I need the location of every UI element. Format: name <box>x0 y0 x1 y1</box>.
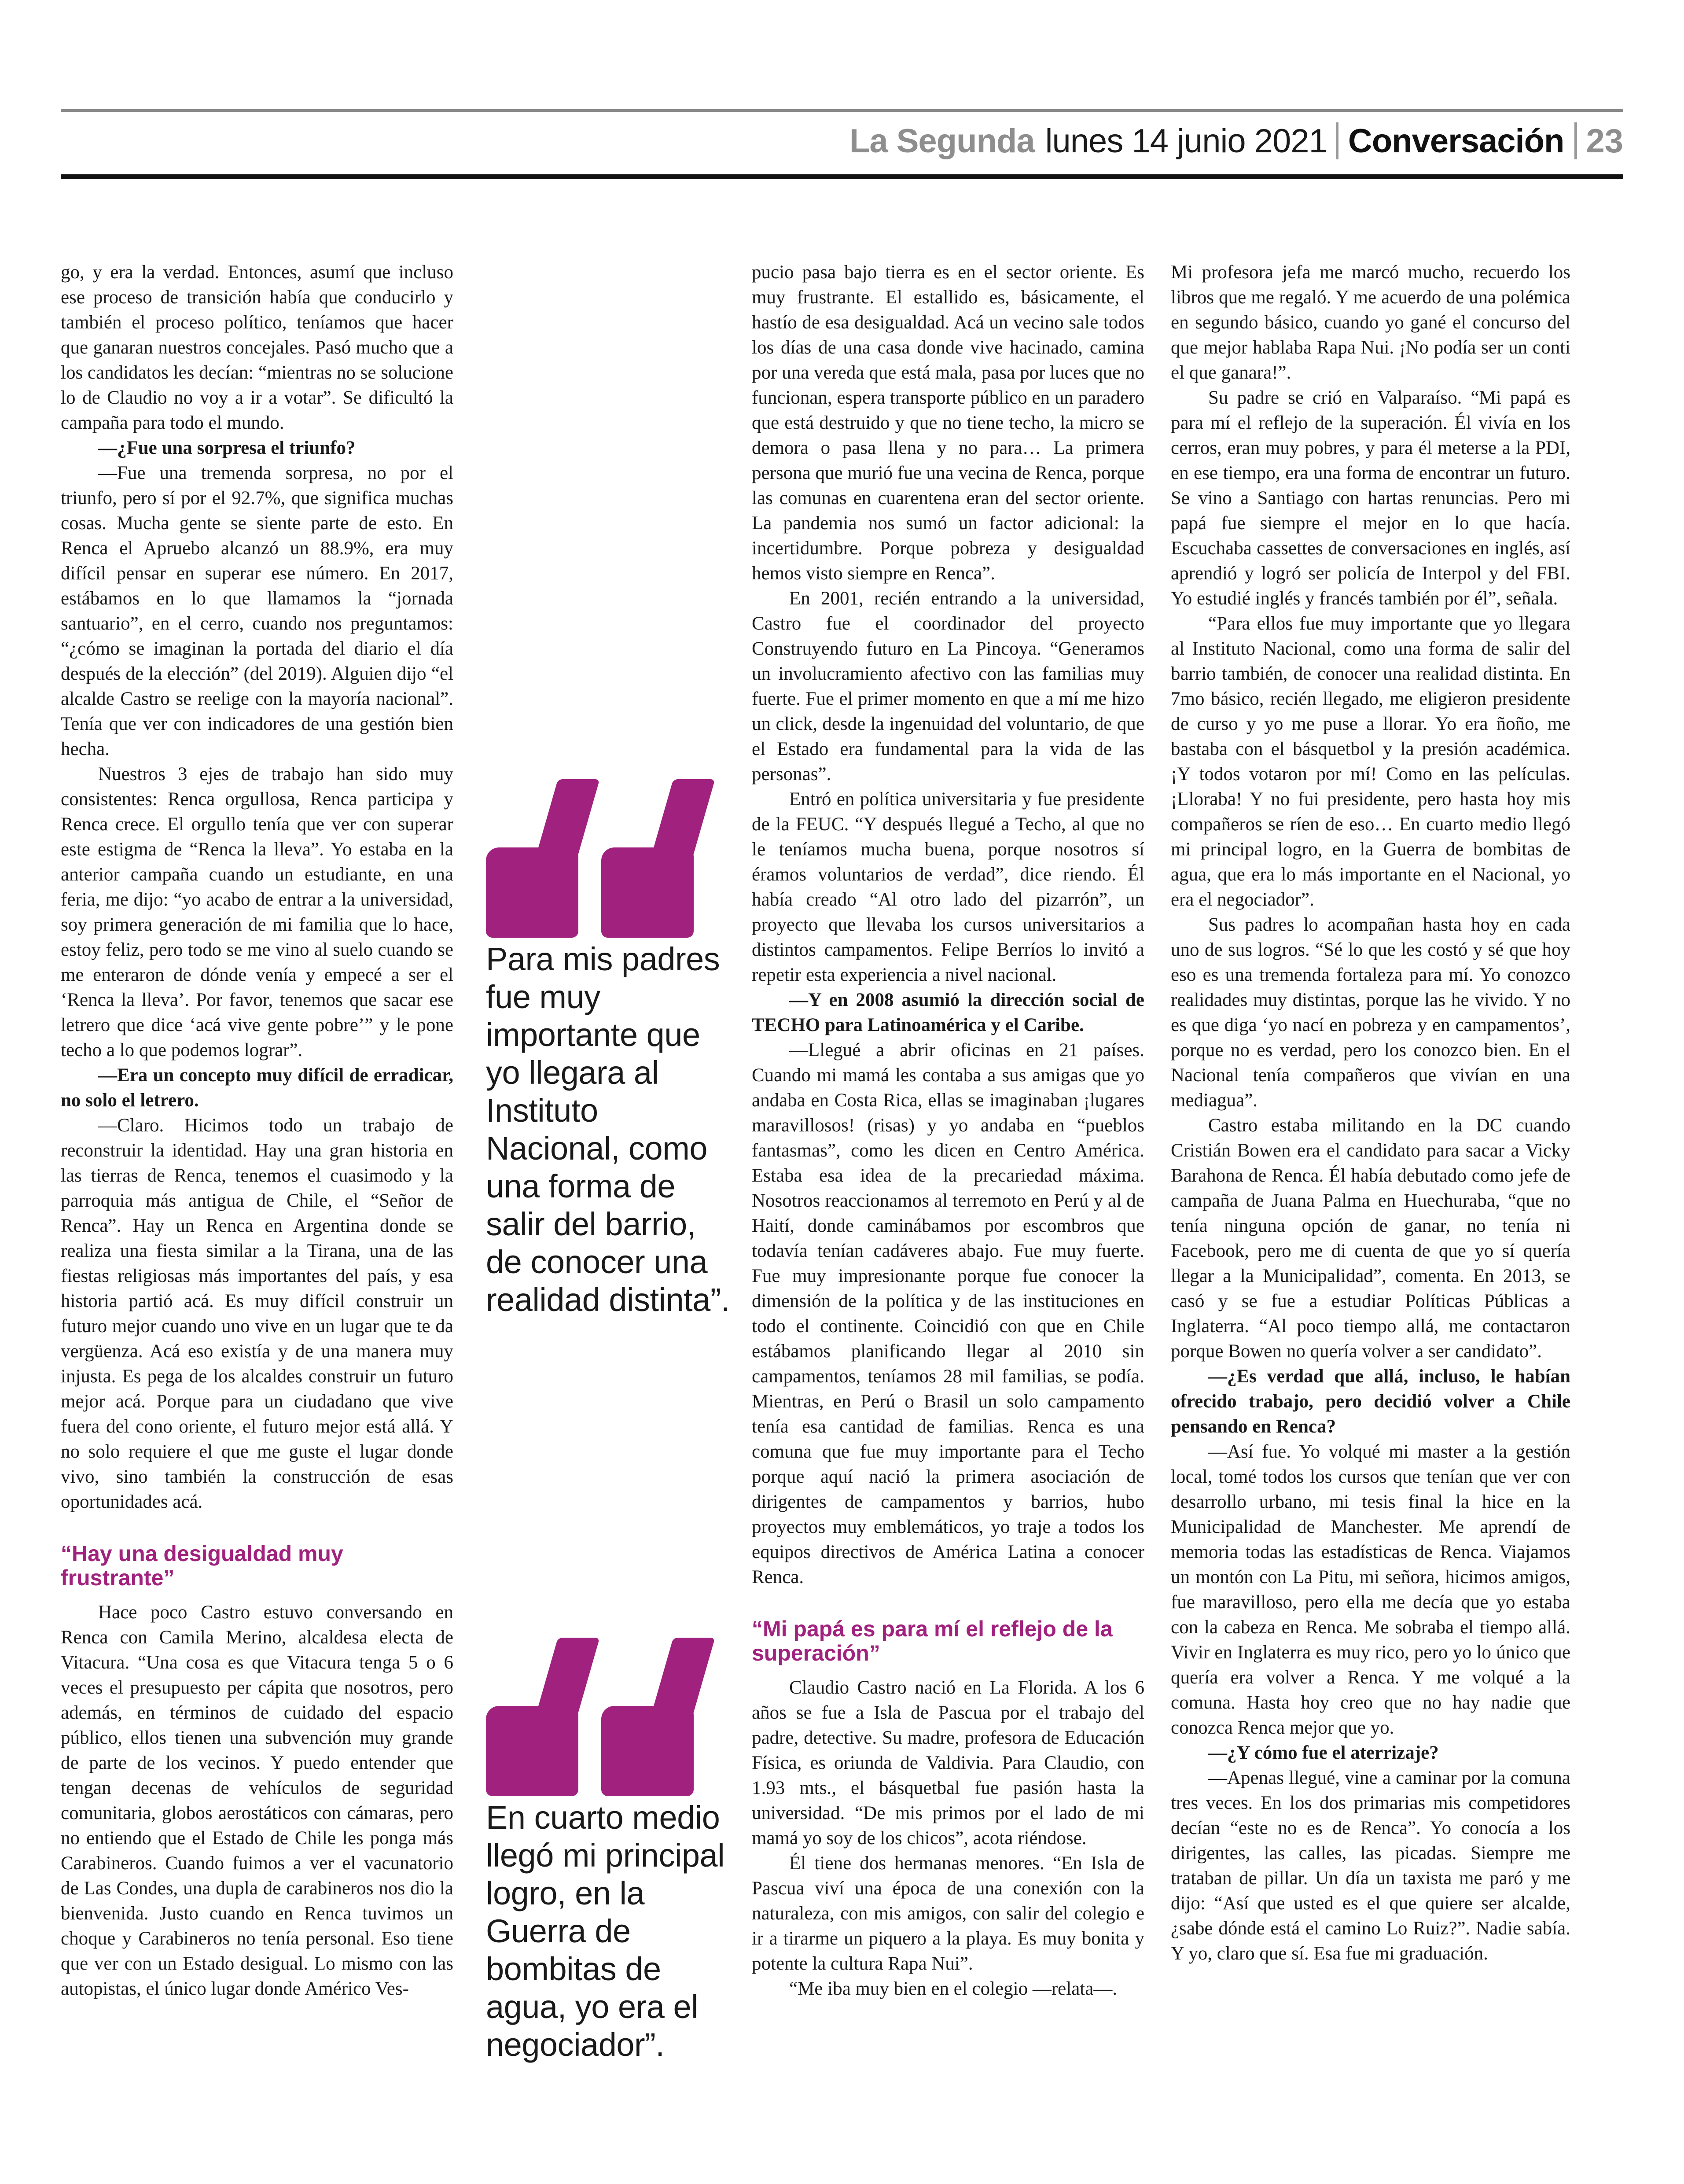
article-column-1 <box>61 260 453 2001</box>
paragraph: Sus padres lo acompañan hasta hoy en cada uno de sus logros. “Sé lo que les costó y sé que hoy eso es una tremenda fortaleza para mí. Yo conozco realidades muy distintas, porque las he vivido. Y no es que diga ‘yo nací en pobreza y en campamentos’, porque no es verdad, pero los conozco bien. En el Nacional tenía compañeros que vivían en una mediagua”. <box>1171 914 1570 1111</box>
paragraph: —Llegué a abrir oficinas en 21 países. Cuando mi mamá les contaba a sus amigas que yo andaba en Costa Rica, ellas se imaginaban ¡lugares maravillosos! (risas) y yo andaba en “pueblos fantasmas”, como les dicen en Centro América. Estaba esa idea de la precariedad máxima. Nosotros reaccionamos al terremoto en Perú y al de Haití, donde caminábamos por escombros que todavía tenían cadáveres abajo. Fue muy fuerte. Fue muy impresionante porque fue conocer la dimensión de la política y de las instituciones en todo el continente. Coincidió con que en Chile estábamos planificando llegar al 2010 sin campamentos, teníamos 28 mil familias, se podía. Mientras, en Perú o Brasil un solo campamento tenía esa cantidad de familias. Renca es una comuna que fue muy importante para el Techo porque aquí nació la primera asociación de dirigentes de campamentos y barrios, hubo proyectos muy emblemáticos, yo traje a todos los equipos directivos de América Latina a conocer Renca. <box>752 1040 1144 1587</box>
paragraph: Entró en política universitaria y fue presidente de la FEUC. “Y después llegué a Techo, al que no le teníamos mucha buena, porque nosotros sí éramos voluntarios de verdad”, dice riendo. Él había creado “Al otro lado del pizarrón”, un proyecto que llevaba los cursos universitarios a distintos campamentos. Felipe Berríos lo invitó a repetir esta experiencia a nivel nacional. <box>752 789 1144 985</box>
interview-question: —¿Fue una sorpresa el triunfo? <box>98 438 356 458</box>
paragraph: En 2001, recién entrando a la universidad, Castro fue el coordinador del proyecto Construyendo futuro en La Pincoya. “Generamos un involucramiento afectivo con las familias muy fuerte. Fue el primer momento en que a mí me hizo un click, desde la ingenuidad del voluntario, de que el Estado era fundamental para la vida de las personas”. <box>752 588 1144 784</box>
page-number: 23 <box>1586 122 1623 160</box>
pull-quote-2 <box>486 1638 732 2064</box>
interview-question: —¿Es verdad que allá, incluso, le habían ofrecido trabajo, pero decidió volver a Chile pensando en Renca? <box>1171 1366 1570 1437</box>
paragraph: Mi profesora jefa me marcó mucho, recuerdo los libros que me regaló. Y me acuerdo de una polémica en segundo básico, cuando yo gané el concurso del que mejor hablaba Rapa Nui. ¡No podía ser un conti el que ganara!”. <box>1171 262 1570 383</box>
paragraph: —Apenas llegué, vine a caminar por la comuna tres veces. En los dos primarias mis competidores decían “este no es de Renca”. Yo conocía a los dirigentes, las calles, las picadas. Siempre me trataban de pillar. Un día un taxista me paró y me dijo: “Así que usted es el que quiere ser alcalde, ¿sabe dónde está el camino Lo Ruiz?”. Nadie sabía. Y yo, claro que sí. Esa fue mi graduación. <box>1171 1768 1570 1964</box>
masthead <box>849 119 1623 163</box>
newspaper-name: La Segunda <box>849 122 1035 160</box>
quote-mark-icon <box>486 779 732 938</box>
quote-mark-icon <box>486 1638 732 1796</box>
masthead-divider <box>1336 122 1338 159</box>
pull-quote-text: En cuarto medio llegó mi principal logro, en la Guerra de bombitas de agua, yo era el negociador”. <box>486 1799 725 2063</box>
pull-quote-1 <box>486 779 732 1319</box>
interview-question: —Y en 2008 asumió la dirección social de TECHO para Latinoamérica y el Caribe. <box>752 990 1144 1035</box>
paragraph: “Para ellos fue muy importante que yo llegara al Instituto Nacional, como una forma de salir del barrio también, de conocer una realidad distinta. En 7mo básico, recién llegado, me eligieron presidente de curso y yo me puse a llorar. Yo era ñoño, me bastaba con el básquetbol y la presión académica. ¡Y todos votaron por mí! Como en las películas. ¡Lloraba! Y no fui presidente, pero hasta hoy mis compañeros se ríen de eso… En cuarto medio llegó mi principal logro, en la Guerra de bombitas de agua, que era lo más importante en el Nacional, yo era el negociador”. <box>1171 613 1570 910</box>
paragraph: “Me iba muy bien en el colegio —relata—. <box>789 1978 1118 1999</box>
pull-quote-text: Para mis padres fue muy importante que yo llegara al Instituto Nacional, como una forma de salir del barrio, de conocer una realidad distinta”. <box>486 941 730 1318</box>
paragraph: —Claro. Hicimos todo un trabajo de reconstruir la identidad. Hay una gran historia en las tierras de Renca, tenemos el cuasimodo y la parroquia más antigua de Chile, el “Señor de Renca”. Hay un Renca en Argentina donde se realiza una fiesta similar a la Tirana, una de las fiestas religiosas más importantes del país, y esa historia partió acá. Es muy difícil construir un futuro mejor cuando uno vive en un lugar que te da vergüenza. Acá eso existía y de una manera muy injusta. Es pega de los alcaldes construir un futuro mejor acá. Porque para un ciudadano que vive fuera del cono oriente, el futuro mejor está allá. Y no solo requiere el que me guste el lugar donde vivo, sino también la construcción de esas oportunidades acá. <box>61 1115 453 1512</box>
interview-question: —¿Y cómo fue el aterrizaje? <box>1208 1742 1439 1763</box>
article-column-2 <box>752 260 1144 2001</box>
paragraph: —Así fue. Yo volqué mi master a la gestión local, tomé todos los cursos que tenían que ver con desarrollo urbano, mi tesis final la hice en la Municipalidad de Manchester. Me aprendí de memoria todas las estadísticas de Renca. Viajamos un montón con La Pitu, mi señora, hicimos amigos, fue maravilloso, pero ella me decía que yo estaba con la cabeza en Renca. Me sobraba el tiempo allá. Vivir en Inglaterra es muy rico, pero yo lo único que quería era volver a Renca. Y me volqué a la comuna. Hasta hoy creo que no hay nadie que conozca Renca mejor que yo. <box>1171 1441 1570 1738</box>
masthead-divider <box>1574 122 1577 159</box>
article-column-3 <box>1171 260 1570 1966</box>
paragraph: Nuestros 3 ejes de trabajo han sido muy consistentes: Renca orgullosa, Renca participa y Renca crece. El orgullo tenía que ver con superar este estigma de “Renca la lleva”. Yo estaba en la anterior campaña cuando un estudiante, en una feria, me dijo: “yo acabo de entrar a la universidad, soy primera generación de mi familia que lo hace, estoy feliz, pero todo se me vino al suelo cuando se me enteraron de dónde venía y empecé a ser el ‘Renca la lleva’. Por favor, tenemos que sacar ese letrero que dice ‘acá vive gente pobre’” y le pone techo a lo que podemos lograr”. <box>61 764 453 1061</box>
paragraph: Castro estaba militando en la DC cuando Cristián Bowen era el candidato para sacar a Vicky Barahona de Renca. Él había debutado como jefe de campaña de Juana Palma en Huechuraba, “que no tenía ninguna opción de ganar, no tenía ni Facebook, pero me di cuenta de que yo sí quería llegar a la Municipalidad”, comenta. En 2013, se casó y se fue a estudiar Políticas Públicas a Inglaterra. “Al poco tiempo allá, me contactaron porque Bowen no quería volver a ser candidato”. <box>1171 1115 1570 1362</box>
subheading: “Hay una desigualdad muy frustrante” <box>61 1541 343 1590</box>
subheading: “Mi papá es para mí el reflejo de la superación” <box>752 1617 1113 1665</box>
header-bottom-rule <box>61 174 1623 179</box>
paragraph: —Fue una tremenda sorpresa, no por el triunfo, pero sí por el 92.7%, que significa muchas cosas. Mucha gente se siente parte de esto. En Renca el Apruebo alcanzó un 88.9%, era muy difícil pensar en superar ese número. En 2017, estábamos en lo que llamamos la “jornada santuario”, en el cerro, cuando nos preguntamos: “¿cómo se imaginan la portada del diario el día después de la elección” (del 2019). Alguien dijo “el alcalde Castro se reelige con la mayoría nacional”. Tenía que ver con indicadores de una gestión bien hecha. <box>61 463 453 759</box>
paragraph: go, y era la verdad. Entonces, asumí que incluso ese proceso de transición había que conducirlo y también el proceso político, teníamos que hacer que ganaran nuestros concejales. Pasó mucho que a los candidatos les decían: “mientras no se solucione lo de Claudio no voy a ir a votar”. Se dificultó la campaña para todo el mundo. <box>61 262 453 433</box>
paragraph: Hace poco Castro estuvo conversando en Renca con Camila Merino, alcaldesa electa de Vitacura. “Una cosa es que Vitacura tenga 5 o 6 veces el presupuesto per cápita que nosotros, pero además, en términos de cuidado del espacio público, ellos tienen una subvención muy grande de parte de los vecinos. Y puedo entender que tengan decenas de vehículos de seguridad comunitaria, globos aerostáticos con cámaras, pero no entiendo que el Estado de Chile les ponga más Carabineros. Cuando fuimos a ver el vacunatorio de Las Condes, una dupla de carabineros nos dio la bienvenida. Justo cuando en Renca tuvimos un choque y Carabineros no tenía personal. Eso tiene que ver con un Estado desigual. Lo mismo con las autopistas, el único lugar donde Américo Ves- <box>61 1602 453 1999</box>
section-name: Conversación <box>1348 122 1564 160</box>
paragraph: Su padre se crió en Valparaíso. “Mi papá es para mí el reflejo de la superación. Él vivía en los cerros, eran muy pobres, y para él meterse a la PDI, en ese tiempo, era una forma de encontrar un futuro. Se vino a Santiago con hartas renuncias. Pero mi papá fue siempre el mejor en lo que hacía. Escuchaba cassettes de conversaciones en inglés, así aprendió y logró ser policía de Interpol y del FBI. Yo estudié inglés y francés también por él”, señala. <box>1171 387 1570 609</box>
publication-date: lunes 14 junio 2021 <box>1045 122 1327 160</box>
paragraph: pucio pasa bajo tierra es en el sector oriente. Es muy frustrante. El estallido es, básicamente, el hastío de esa desigualdad. Acá un vecino sale todos los días de una casa donde vive hacinado, camina por una vereda que está mala, pasa por luces que no funcionan, espera transporte público en un paradero que está destruido y que no tiene techo, la micro se demora o pasa llena y no para… La primera persona que murió fue una vecina de Renca, porque las comunas en cuarentena eran del sector oriente. La pandemia nos sumó un factor adicional: la incertidumbre. Porque pobreza y desigualdad hemos visto siempre en Renca”. <box>752 262 1144 584</box>
interview-question: —Era un concepto muy difícil de erradicar, no solo el letrero. <box>61 1065 453 1111</box>
header-top-rule <box>61 109 1623 112</box>
paragraph: Él tiene dos hermanas menores. “En Isla de Pascua viví una época de una conexión con la naturaleza, con mis amigos, con salir del colegio e ir a tirarme un piquero a la playa. Es muy bonita y potente la cultura Rapa Nui”. <box>752 1853 1144 1974</box>
paragraph: Claudio Castro nació en La Florida. A los 6 años se fue a Isla de Pascua por el trabajo del padre, detective. Su madre, profesora de Educación Física, es oriunda de Valdivia. Para Claudio, con 1.93 mts., el básquetbal fue pasión hasta la universidad. “De mis primos por el lado de mi mamá yo soy de los chicos”, acota riéndose. <box>752 1677 1144 1849</box>
